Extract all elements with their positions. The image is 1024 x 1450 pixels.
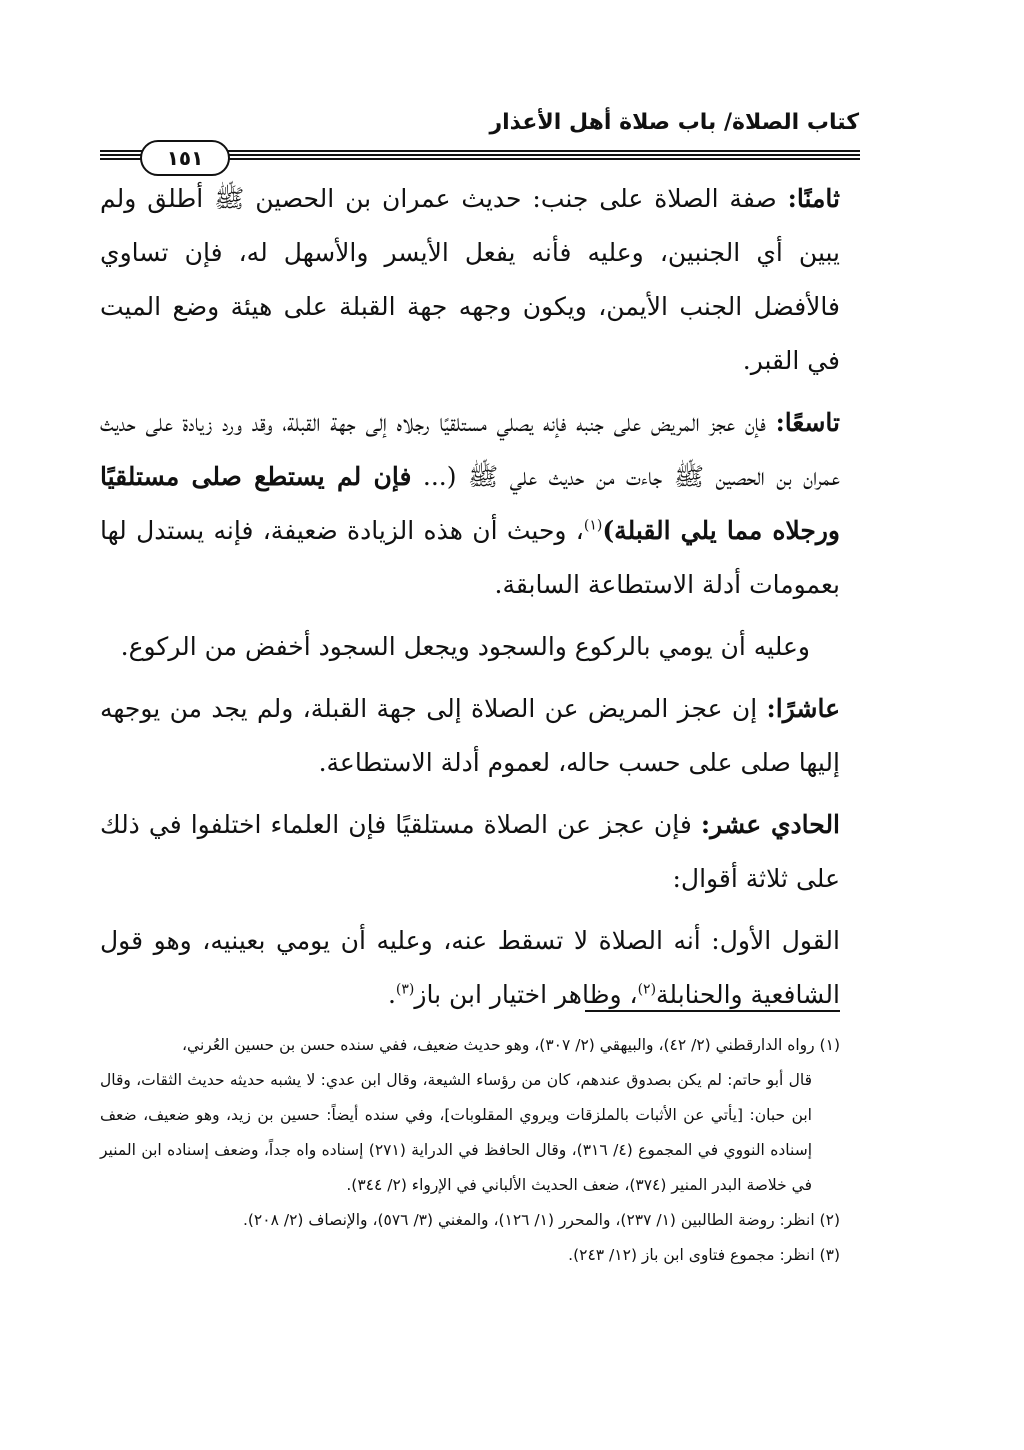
footnote-1 xyxy=(100,1028,840,1203)
paragraph-lead: تاسعًا: xyxy=(775,408,840,437)
page-number: ١٥١ xyxy=(140,140,230,176)
paragraph-text: . xyxy=(387,980,396,1009)
footnote-text: (١) رواه الدارقطني (٢/ ٤٢)، والبيهقي (٢/ ٣٠٧)، وهو حديث ضعيف، ففي سنده حسن بن حسين العُرني، xyxy=(182,1036,840,1054)
footnote-ref[interactable]: (١) xyxy=(583,517,603,534)
footnotes xyxy=(100,1028,840,1273)
paragraph-lead: ثامنًا: xyxy=(787,184,840,213)
paragraph-first-opinion xyxy=(100,914,840,1022)
paragraph-eleventh xyxy=(100,798,840,906)
paragraph-text: فإن عجز عن الصلاة مستلقيًا فإن العلماء اختلفوا في ذلك على ثلاثة أقوال: xyxy=(100,810,840,893)
paragraph-lead: الحادي عشر: xyxy=(700,810,841,839)
footnote-divider xyxy=(585,1010,840,1012)
body-text xyxy=(100,172,840,1030)
paragraph-text: صفة الصلاة على جنب: حديث عمران بن الحصين ﷺ أطلق ولم يبين أي الجنبين، وعليه فأنه يفعل الأيسر والأسهل له، فإن تساوي فالأفضل الجنب الأيمن، ويكون وجهه جهة القبلة على هيئة وضع الميت في القبر. xyxy=(100,184,840,375)
paragraph-text: إن عجز المريض عن الصلاة إلى جهة القبلة، ولم يجد من يوجهه إليها صلى على حسب حاله، لعموم أدلة الاستطاعة. xyxy=(100,694,840,777)
footnote-3: (٣) انظر: مجموع فتاوى ابن باز (١٢/ ٢٤٣). xyxy=(568,1246,840,1264)
paragraph-ninth xyxy=(100,396,840,612)
paragraph-text: فإن عجز المريض على جنبه فإنه يصلي مستلقيًا رجلاه إلى جهة القبلة، وقد ورد زيادة على حديث عمران بن الحصين ﷺ جاءت من حديث علي ﷺ (... xyxy=(100,408,841,491)
footnote-text: قال أبو حاتم: لم يكن بصدوق عندهم، كان من رؤساء الشيعة، وقال ابن عدي: لا يشبه حديثه حديث الثقات، وقال ابن حبان: [يأتي عن الأثبات بالملزقات ويروي المقلوبات]، وفي سنده أيضاً: حسين بن زيد، وهو ضعيف، ضعف إسناده النووي في المجموع (٤/ ٣١٦)، وقال الحافظ في الدراية (٢٧١) إسناده واه جداً، وضعف إسناده ابن المنير في خلاصة البدر المنير (٣٧٤)، ضعف الحديث الألباني في الإرواء (٢/ ٣٤٤). xyxy=(100,1071,813,1194)
paragraph-text: ، وحيث أن هذه الزيادة ضعيفة، فإنه يستدل لها بعمومات أدلة الاستطاعة السابقة. xyxy=(100,516,840,599)
footnote-ref[interactable]: (٢) xyxy=(637,981,657,998)
paragraph-eighth xyxy=(100,172,840,388)
footnote-2: (٢) انظر: روضة الطالبين (١/ ٢٣٧)، والمحرر (١/ ١٢٦)، والمغني (٣/ ٥٧٦)، والإنصاف (٢/ ٢٠٨). xyxy=(242,1211,840,1229)
running-title: كتاب الصلاة/ باب صلاة أهل الأعذار xyxy=(489,110,859,135)
paragraph-text: وعليه أن يومي بالركوع والسجود ويجعل السجود أخفض من الركوع. xyxy=(120,632,810,661)
paragraph-text: القول الأول: أنه الصلاة لا تسقط عنه، وعليه أن يومي بعينيه، وهو قول الشافعية والحنابلة xyxy=(100,926,840,1009)
paragraph-bowing xyxy=(100,620,840,674)
footnote-ref[interactable]: (٣) xyxy=(395,981,415,998)
hadith-quote: فإن لم يستطع صلى مستلقيًا ورجلاه مما يلي القبلة) xyxy=(100,462,840,545)
paragraph-text: ، وظاهر اختيار ابن باز xyxy=(414,980,638,1009)
paragraph-lead: عاشرًا: xyxy=(766,694,840,723)
paragraph-tenth xyxy=(100,682,840,790)
